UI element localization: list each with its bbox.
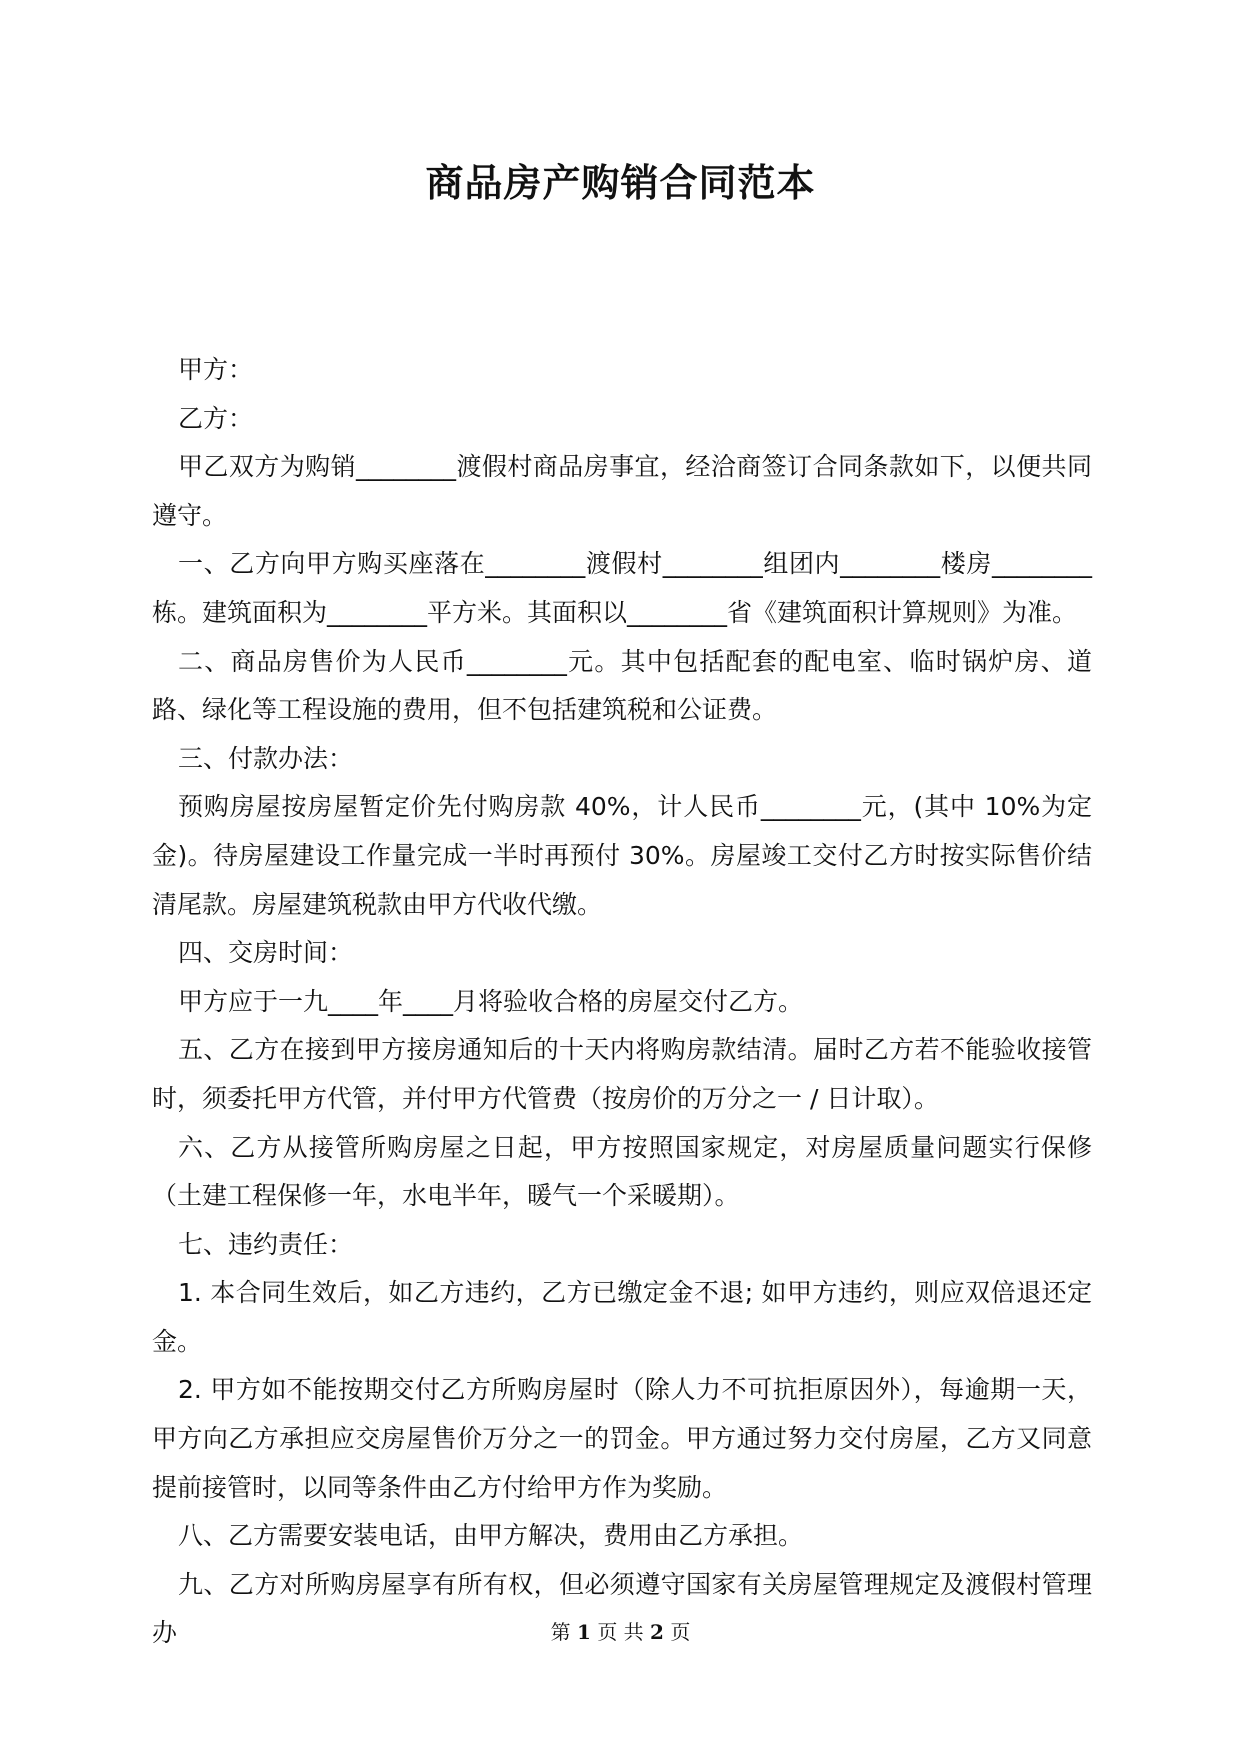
page-footer <box>0 1618 1241 1646</box>
preamble-paragraph: 甲乙双方为购销________渡假村商品房事宜，经洽商签订合同条款如下，以便共同遵守。 <box>152 452 1092 530</box>
document-title: 商品房产购销合同范本 <box>425 161 816 205</box>
document-body <box>152 346 1092 1658</box>
clause-8-paragraph: 八、乙方需要安装电话，由甲方解决，费用由乙方承担。 <box>178 1521 804 1551</box>
clause-1-paragraph: 一、乙方向甲方购买座落在________渡假村________组团内________楼房________栋。建筑面积为________平方米。其面积以________省《建筑面积计算规则》为准。 <box>152 549 1092 627</box>
clause-3-heading: 三、付款办法： <box>178 743 354 773</box>
breach-item-1: 1. 本合同生效后，如乙方违约，乙方已缴定金不退; 如甲方违约，则应双倍退还定金。 <box>152 1278 1092 1356</box>
breach-item-2: 2. 甲方如不能按期交付乙方所购房屋时（除人力不可抗拒原因外），每逾期一天，甲方向乙方承担应交房屋售价万分之一的罚金。甲方通过努力交付房屋，乙方又同意提前接管时，以同等条件由乙方付给甲方作为奖励。 <box>152 1375 1092 1502</box>
payment-paragraph: 预购房屋按房屋暂定价先付购房款 40%，计人民币________元，(其中 10%为定金)。待房屋建设工作量完成一半时再预付 30%。房屋竣工交付乙方时按实际售价结清尾款。房屋建筑税款由甲方代收代缴。 <box>152 792 1092 919</box>
footer-middle: 页 共 <box>597 1620 644 1644</box>
footer-prefix: 第 <box>550 1620 571 1644</box>
clause-4-heading: 四、交房时间： <box>178 938 354 968</box>
party-b-line: 乙方： <box>178 403 254 433</box>
footer-suffix: 页 <box>670 1620 691 1644</box>
party-a-line: 甲方： <box>178 355 254 384</box>
clause-7-heading: 七、违约责任： <box>178 1229 354 1259</box>
clause-6-paragraph: 六、乙方从接管所购房屋之日起，甲方按照国家规定，对房屋质量问题实行保修（土建工程保修一年，水电半年，暖气一个采暖期）。 <box>152 1132 1092 1211</box>
footer-total-pages: 2 <box>650 1620 664 1644</box>
clause-2-paragraph: 二、商品房售价为人民币________元。其中包括配套的配电室、临时锅炉房、道路、绿化等工程设施的费用，但不包括建筑税和公证费。 <box>152 646 1092 725</box>
clause-5-paragraph: 五、乙方在接到甲方接房通知后的十天内将购房款结清。届时乙方若不能验收接管时，须委托甲方代管，并付甲方代管费（按房价的万分之一 / 日计取）。 <box>152 1035 1092 1113</box>
footer-current-page: 1 <box>577 1620 591 1644</box>
delivery-paragraph: 甲方应于一九____年____月将验收合格的房屋交付乙方。 <box>178 986 804 1016</box>
clause-9-paragraph: 九、乙方对所购房屋享有所有权，但必须遵守国家有关房屋管理规定及渡假村管理办 <box>152 1569 1092 1648</box>
